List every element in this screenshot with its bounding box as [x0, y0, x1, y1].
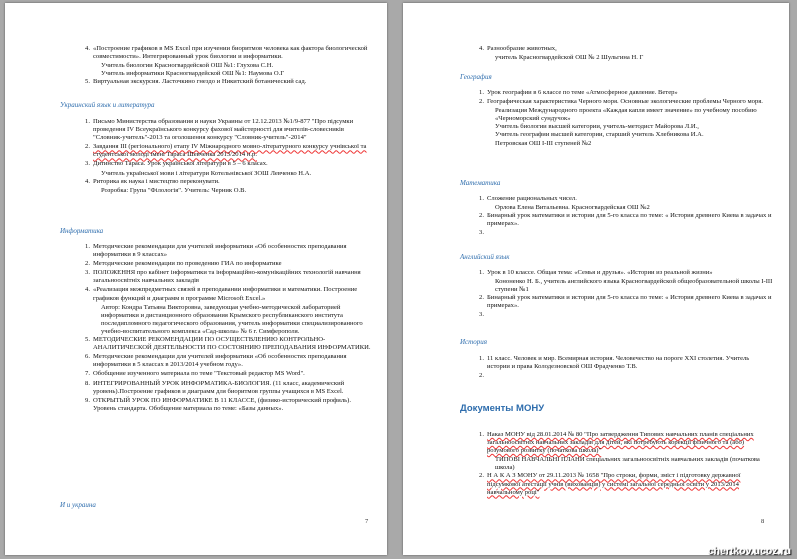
- list-subitem: Учитель информатики Красногвардейской ОШ №1: Наумова О.Г: [101, 70, 285, 78]
- list-subitem: Учитель биологии Красногвардейской ОШ №1: Глухова С.Н.: [101, 62, 274, 70]
- list-item: 3. Дитинство Тараса. Урок української літератури в 5 – 6 класах.: [85, 160, 268, 168]
- list-item: 1. Урок в 10 классе. Общая тема: «Семья и друзья». «Истории из реальной жизни»: [479, 269, 713, 276]
- list-item: 1. Письмо Министерства образования и науки Украины от 12.12.2013 №1/9-877 "Про підсумки проведення IV Всеукраїнського конкурсу фахової майстерності для вчителів-словесників "Словник-учитель"-2013 та оголошення конкурсу "Словник-учитель"-2014": [85, 118, 354, 142]
- list-item: 1. Урок географии в 6 классе по теме «Атмосферное давление. Ветер»: [479, 89, 678, 96]
- list-math: 1. Сложение рациональных чисел. Орлова Елена Витальевна. Красногвардейская ОШ №2 2. Бинарный урок математики и истории для 5-го класса по теме: « История древнего Киева в задачах и примерах». 3.: [473, 195, 773, 229]
- section-heading-documents: Документы МОНУ: [460, 403, 545, 414]
- list-subitem: Учитель української мови і літератури Котельнівської ЗОШ Левченко Н.А.: [101, 169, 312, 177]
- list-item: 1. 11 класс. Человек и мир. Всемирная история. Человечество на пороге XXI столетия. Учитель истории и права Колодезновской ОШ Фрадченко Т.В.: [479, 355, 750, 371]
- list-item: 2. Бинарный урок математики и истории для 5-го класса по теме: « История древнего Киева в задачах и примерах».: [479, 294, 772, 310]
- watermark: chertkov.ucoz.ru: [707, 545, 791, 557]
- list-ukrainian: [79, 118, 371, 195]
- list-subitem: ТИПОВІ НАВЧАЛЬНІ ПЛАНИ спеціальних загальноосвітніх навчальних закладів (початкова школа): [495, 456, 760, 472]
- section-heading-ukrainian: Украинский язык и литература: [60, 101, 155, 109]
- list-item: 1. Методические рекомендации для учителей информатики «Об особенностях преподавания информатики в 9 классах»: [85, 243, 347, 259]
- list-item: 9. ОТКРЫТЫЙ УРОК ПО ИНФОРМАТИКЕ В 11 КЛАССЕ, (физико-исторический профиль). Уровень стандарта. Обобщение материала по теме: «Базы данных».: [85, 396, 351, 412]
- section-heading-geography: География: [460, 73, 492, 81]
- list-item: 5. МЕТОДИЧЕСКИЕ РЕКОМЕНДАЦИИ ПО ОСУЩЕСТВЛЕНИЮ КОНТРОЛЬНО-АНАЛИТИЧЕСКОЙ ДЕЯТЕЛЬНОСТИ ПО СОСТОЯНИЮ ПРЕПОДАВАНИЯ ИНФОРМАТИКИ.: [85, 336, 371, 352]
- page-number: 8: [761, 518, 765, 525]
- list-item: 1. Наказ МОНУ від 28.01.2014 № 80 "Про затвердження Типових навчальних планів спеціальних загальноосвітніх навчальних закладів для дітей, які потребують корекції фізичного та (або) розумового розвитку (початкова школа)": [479, 431, 754, 455]
- list-subitem: Петровская ОШ I-III ступеней №2: [495, 139, 592, 147]
- list-item: 2. Завдання ІІІ (регіонального) етапу IV Міжнародного мовно-літературного конкурсу учнівської та студентської молоді імені Тараса Шевченка 2013/2014 н.р.: [85, 143, 367, 159]
- list-english: 1. Урок в 10 классе. Общая тема: «Семья и друзья». «Истории из реальной жизни» Кононенко Н. Б., учитель английского языка Красногвардейской общеобразовательной школы I-III ступени №1 2. Бинарный урок математики и истории для 5-го класса по теме: « История древнего Киева в задачах и примерах». 3.: [473, 269, 773, 311]
- list-item: 4. Разнообразие животных,: [479, 45, 557, 52]
- list-top-left: [79, 45, 369, 87]
- list-item: 1. Сложение рациональных чисел.: [479, 195, 577, 202]
- list-item: 7. Обобщение изученного материала по теме "Текстовый редактор MS Word".: [85, 370, 305, 378]
- list-item: 4. «Реализация межпредметных связей в преподавании информатики и математики. Построение графиков функций и диаграмм в программе Microsoft Excel.»: [85, 286, 358, 302]
- list-subitem: Кононенко Н. Б., учитель английского языка Красногвардейской общеобразовательной школы I-III ступени №1: [495, 278, 773, 294]
- document-page-right: [403, 3, 789, 555]
- section-heading-bottom: И и украина: [60, 501, 96, 509]
- list-top-right: [473, 45, 773, 62]
- list-subitem: Учитель биологии высшей категории, учитель-методист Майорова Л.И.,: [495, 123, 699, 131]
- list-geography: [473, 89, 773, 148]
- section-heading-history: История: [460, 338, 487, 346]
- section-heading-informatics: Информатика: [60, 227, 104, 235]
- list-item: 6. Методические рекомендации для учителей информатики «Об особенностях преподавания информатики в 5 классах в 2013/2014 учебном году».: [85, 353, 347, 369]
- list-item: 3. ПОЛОЖЕННЯ про кабінет інформатики та інформаційно-комунікаційних технологій навчання загальноосвітніх навчальних закладів: [85, 269, 361, 285]
- list-informatics: [79, 243, 371, 414]
- section-heading-english: Английский язык: [460, 253, 510, 261]
- list-item: 4. Риторика як наука і мистецтво переконувати.: [85, 177, 220, 185]
- list-subitem: учитель Красногвардейской ОШ № 2 Шульгина Н. Г: [495, 54, 644, 62]
- list-item: 2. Бинарный урок математики и истории для 5-го класса по теме: « История древнего Киева в задачах и примерах».: [479, 212, 772, 228]
- list-item: 2. Географическая характеристика Черного моря. Основные экологические проблемы Черного моря.: [479, 98, 763, 106]
- section-heading-math: Математика: [460, 179, 501, 187]
- list-item: 2. Н А К А З МОНУ от 29.11.2013 № 1658 "Про строки, форми, зміст і підготовку державної підсумкової атестації учнів (вихованців) у системі загальної середньої освіти у 2013/2014 навчальному році": [479, 472, 741, 496]
- list-item: 8. ИНТЕГРИРОВАННЫЙ УРОК ИНФОРМАТИКА-БИОЛОГИЯ. (11 класс, академический уровень).Построение графиков и диаграмм для биоритмов группы учащихся в MS Excel.: [85, 379, 345, 395]
- list-item: 4. «Построение графиков в MS Excel при изучении биоритмов человека как фактора биологической совместимости». Интегрированный урок биологии и информатики.: [85, 45, 368, 61]
- list-subitem: Розробка: Група "Філологія". Учитель: Черник О.В.: [101, 186, 247, 194]
- list-subitem: Реализация Международного проекта «Каждая капля имеет значение» по учебному пособию «Черноморский сундучок»: [495, 107, 757, 123]
- list-subitem: Учитель географии высшей категории, старший учитель Хлебникова И.А.: [495, 131, 704, 139]
- list-item: 2. Методические рекомендации по проведению ГИА по информатике: [85, 260, 282, 268]
- document-page-left: [5, 3, 387, 555]
- page-number: 7: [365, 518, 369, 525]
- list-documents: [473, 431, 773, 498]
- list-history: 1. 11 класс. Человек и мир. Всемирная история. Человечество на пороге XXI столетия. Учитель истории и права Колодезновской ОШ Фрадченко Т.В. 2.: [473, 355, 773, 372]
- list-item: 5. Виртуальная экскурсия. Ласточкино гнездо и Никитский ботанический сад.: [85, 78, 307, 86]
- list-subitem: Автор: Кондра Татьяна Викторовна, заведующая учебно-методической лабораторией информатики и дистанционного образования Крымского республиканского института последипломного педагогического образования, учитель информатики специализированного учебно-воспитательного комплекса «Сад-школа» № 6 г. Симферополя.: [101, 303, 363, 335]
- list-subitem: Орлова Елена Витальевна. Красногвардейская ОШ №2: [495, 204, 650, 212]
